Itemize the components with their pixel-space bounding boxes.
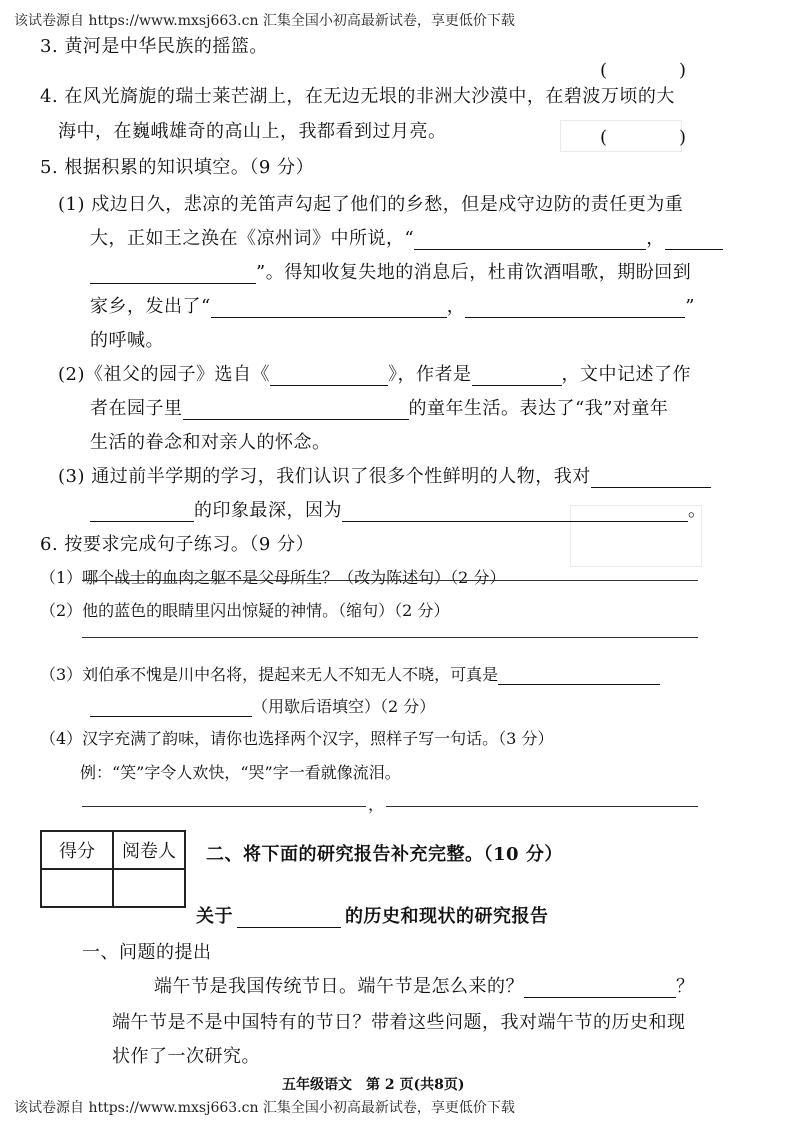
answer-parenthesis[interactable]: ( ) bbox=[600, 127, 687, 148]
fill-blank[interactable] bbox=[183, 401, 409, 420]
q6-sentence-3-cont: （用歇后语填空）（2 分） bbox=[90, 694, 435, 717]
question-5-title: 5. 根据积累的知识填空。（9 分） bbox=[40, 157, 315, 178]
fill-blank[interactable] bbox=[665, 231, 723, 250]
report-para-line1: 端午节是我国传统节日。端午节是怎么来的？ ？ bbox=[154, 976, 695, 997]
fill-blank[interactable] bbox=[591, 469, 711, 488]
fill-blank[interactable] bbox=[211, 299, 447, 318]
page-number: 五年级语文 第 2 页(共8页) bbox=[282, 1077, 465, 1093]
q5-part2-line2: 者在园子里 的童年生活。表达了“我”对童年 bbox=[90, 398, 669, 419]
answer-parenthesis[interactable]: ( ) bbox=[600, 60, 687, 81]
answer-line[interactable] bbox=[82, 580, 698, 581]
fill-blank[interactable] bbox=[342, 503, 688, 522]
q6-sentence-1: （1）哪个战士的血肉之躯不是父母所生？（改为陈述句）（2 分） bbox=[40, 568, 506, 587]
score-table bbox=[40, 830, 186, 908]
fill-blank[interactable] bbox=[237, 909, 341, 928]
fill-blank[interactable] bbox=[90, 700, 252, 717]
q6-sentence-4: （4）汉字充满了韵味，请你也选择两个汉字，照样子写一句话。（3 分） bbox=[40, 729, 554, 748]
report-para-line3: 状作了一次研究。 bbox=[112, 1046, 260, 1067]
q5-part3-line2: 的印象最深，因为 。 bbox=[90, 496, 707, 522]
fill-blank[interactable] bbox=[472, 367, 562, 386]
grader-label: 阅卷人 bbox=[113, 831, 185, 869]
source-footer: 该试卷源自 https://www.mxsj663.cn 汇集全国小初高最新试卷，享更低价下载 bbox=[14, 1100, 515, 1116]
fill-blank[interactable] bbox=[524, 979, 676, 998]
fill-blank[interactable] bbox=[90, 265, 256, 284]
score-label: 得分 bbox=[41, 831, 113, 869]
q5-part1-line2: 大，正如王之涣在《凉州词》中所说，“ ， bbox=[90, 224, 723, 250]
section-2-title: 二、将下面的研究报告补充完整。（10 分） bbox=[206, 844, 563, 865]
q5-part1-line1: (1) 戍边日久，悲凉的羌笛声勾起了他们的乡愁，但是戍守边防的责任更为重 bbox=[58, 194, 684, 215]
fill-blank[interactable] bbox=[90, 503, 194, 522]
report-title: 关于 的历史和现状的研究报告 bbox=[196, 906, 549, 927]
source-header: 该试卷源自 https://www.mxsj663.cn 汇集全国小初高最新试卷，享更低价下载 bbox=[14, 13, 515, 29]
fill-blank[interactable] bbox=[465, 299, 685, 318]
fill-blank[interactable] bbox=[414, 231, 646, 250]
report-para-line2: 端午节是不是中国特有的节日？带着这些问题，我对端午节的历史和现 bbox=[112, 1012, 686, 1033]
q5-part2-line1: (2)《祖父的园子》选自《 》，作者是 ，文中记述了作 bbox=[58, 364, 691, 385]
question-6-title: 6. 按要求完成句子练习。（9 分） bbox=[40, 534, 315, 555]
answer-line[interactable] bbox=[82, 806, 366, 807]
answer-line[interactable] bbox=[82, 637, 698, 638]
judge-item-4-line1: 4. 在风光旖旎的瑞士莱芒湖上，在无边无垠的非洲大沙漠中，在碧波万顷的大 bbox=[40, 86, 675, 107]
judge-item-4-line2: 海中，在巍峨雄奇的高山上，我都看到过月亮。 bbox=[58, 121, 447, 142]
q5-part3-line1: (3) 通过前半学期的学习，我们认识了很多个性鲜明的人物，我对 bbox=[58, 462, 711, 488]
fill-blank[interactable] bbox=[270, 367, 388, 386]
judge-item-3: 3. 黄河是中华民族的摇篮。 bbox=[40, 36, 268, 57]
answer-line[interactable] bbox=[386, 806, 698, 807]
comma: ， bbox=[368, 795, 385, 814]
q5-part1-line5: 的呼喊。 bbox=[90, 330, 164, 351]
q6-sentence-3: （3）刘伯承不愧是川中名将，提起来无人不知无人不晓，可真是 bbox=[40, 662, 660, 685]
q5-part1-line3: ”。得知收复失地的消息后，杜甫饮酒唱歌，期盼回到 bbox=[90, 258, 691, 284]
q6-example: 例：“笑”字令人欢快，“哭”字一看就像流泪。 bbox=[80, 763, 401, 782]
fill-blank[interactable] bbox=[498, 668, 660, 685]
grader-cell[interactable] bbox=[113, 869, 185, 907]
q6-sentence-2: （2）他的蓝色的眼睛里闪出惊疑的神情。（缩句）（2 分） bbox=[40, 601, 450, 620]
score-cell[interactable] bbox=[41, 869, 113, 907]
q5-part2-line3: 生活的眷念和对亲人的怀念。 bbox=[90, 432, 331, 453]
q5-part1-line4: 家乡，发出了“ ， ” bbox=[90, 296, 695, 317]
report-subheading: 一、问题的提出 bbox=[82, 942, 212, 963]
